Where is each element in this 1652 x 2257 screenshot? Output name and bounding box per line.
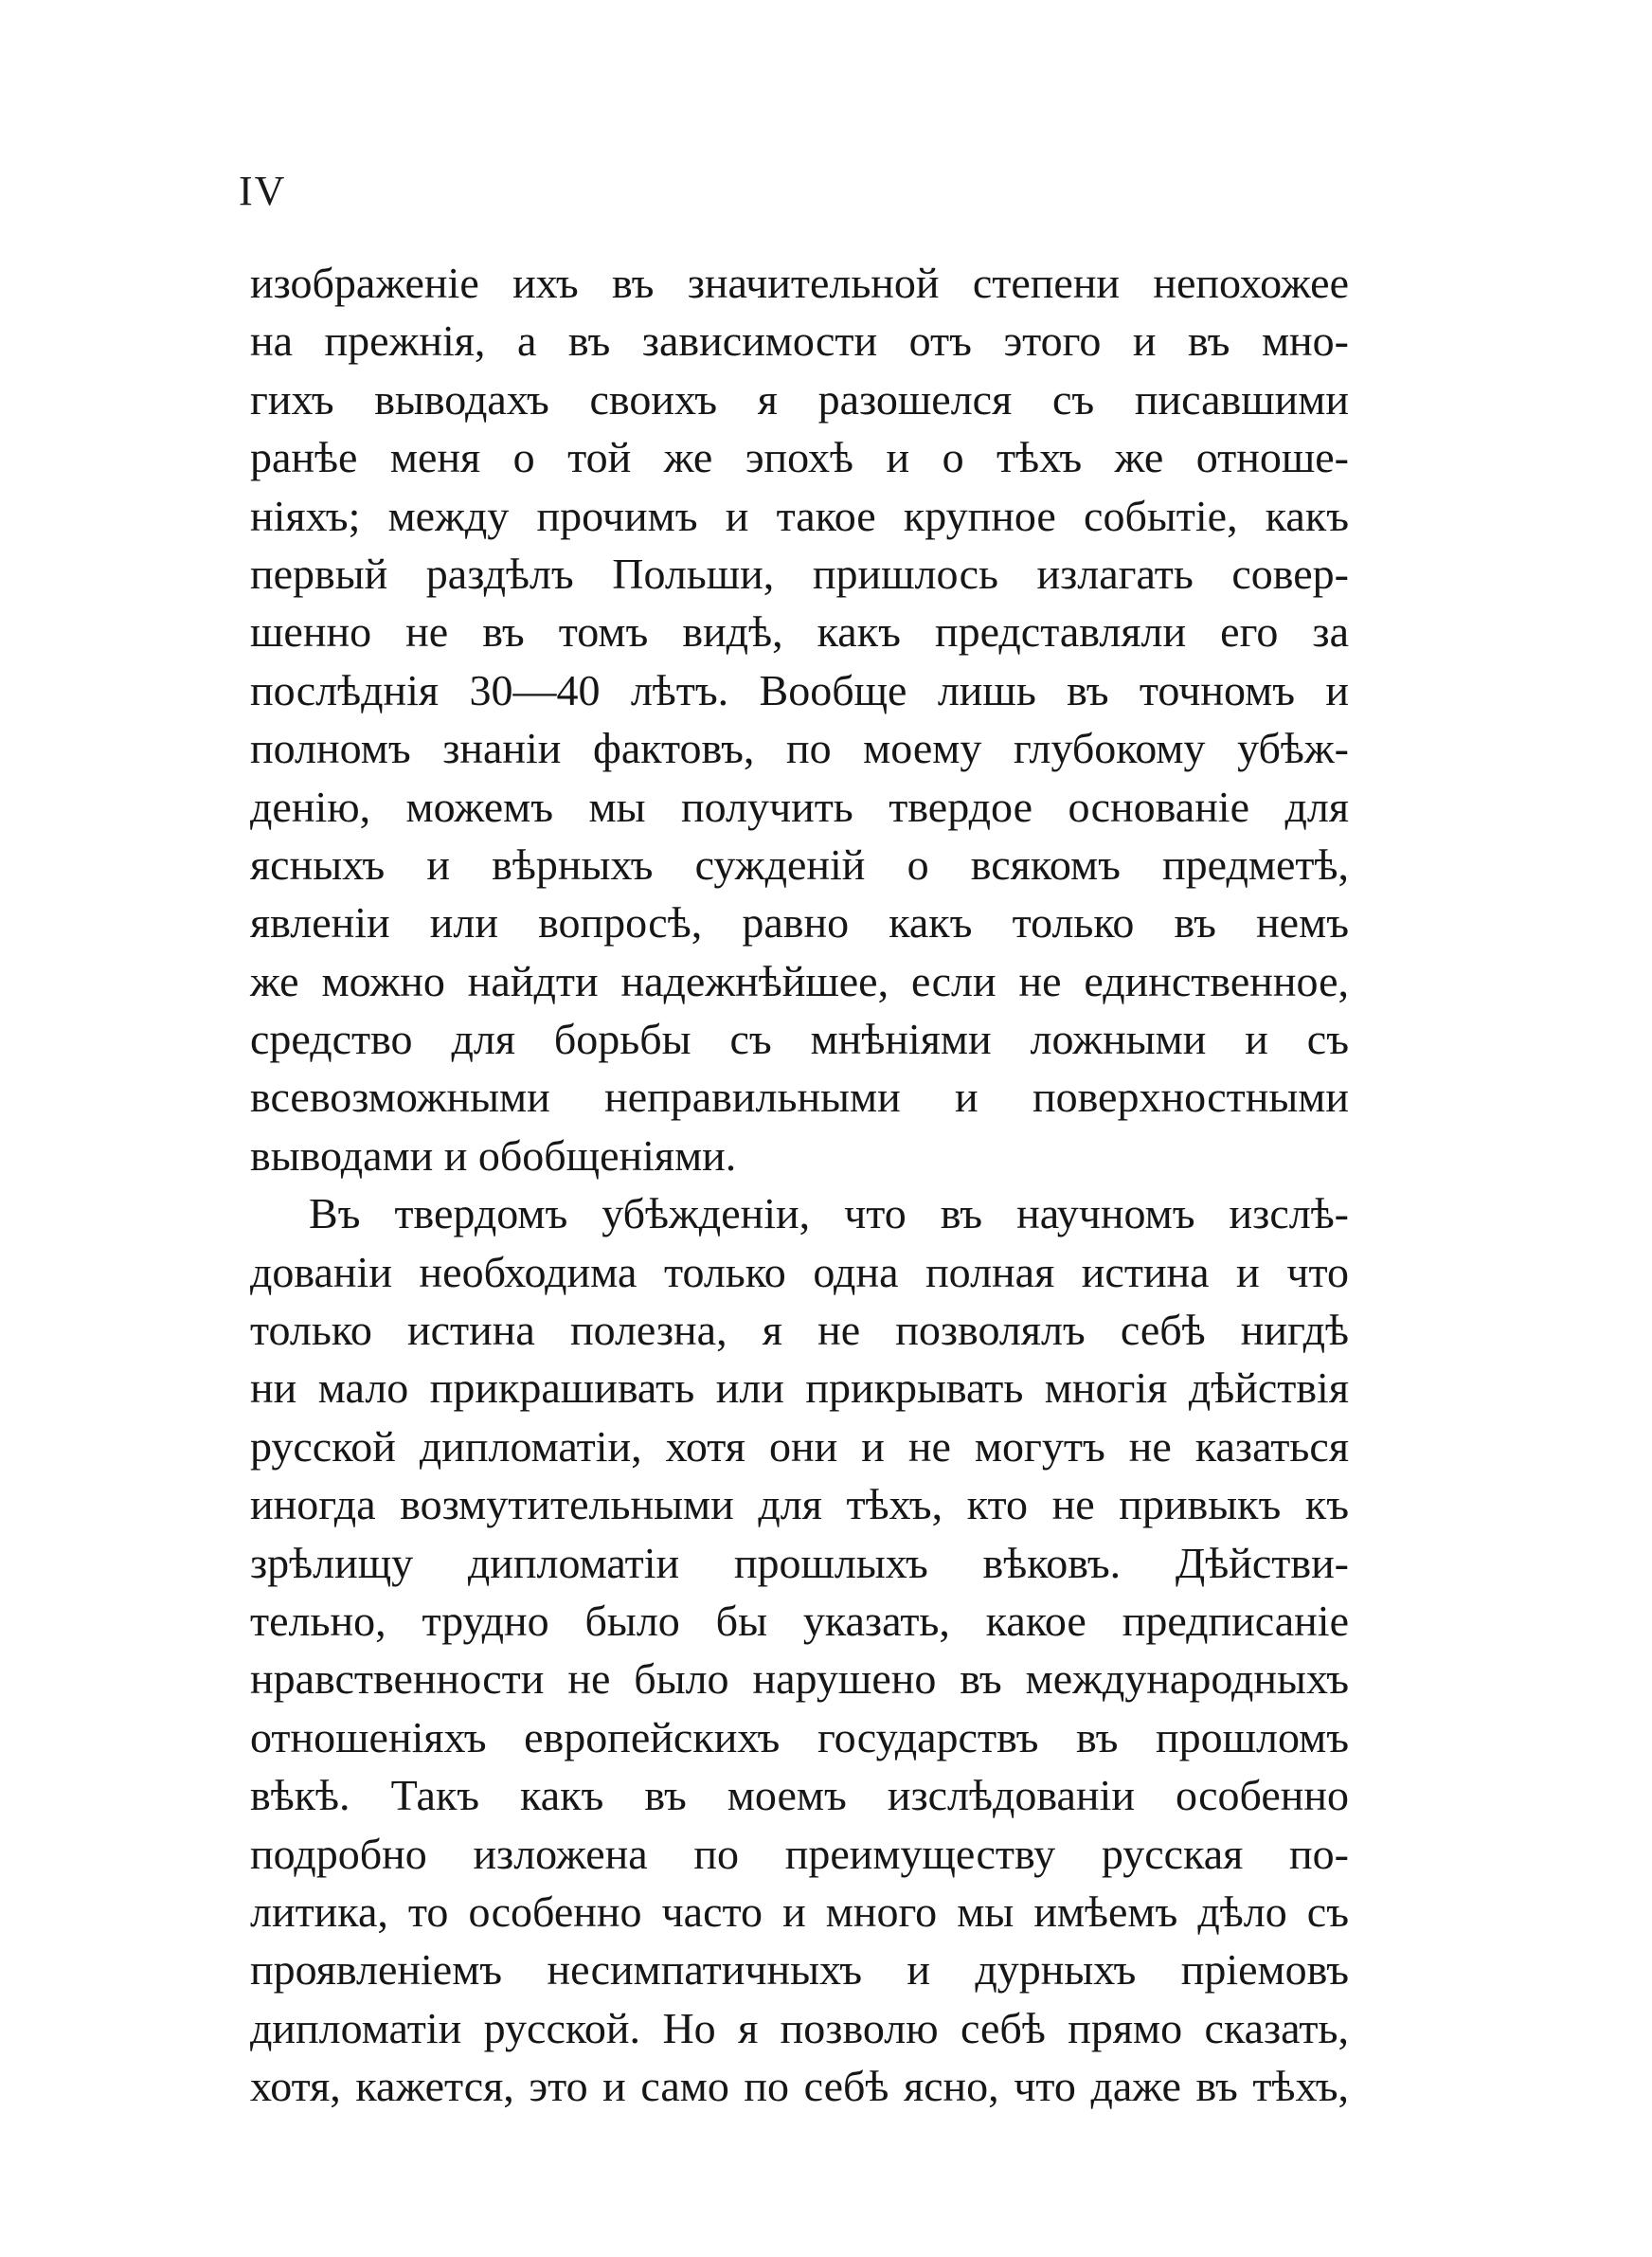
text-line: дипломатiи русской. Но я позволю себѣ прямо сказать,	[250, 2003, 1349, 2052]
text-line: на прежнiя, а въ зависимости отъ этого и въ мно-	[250, 316, 1349, 366]
text-line: вѣкѣ. Такъ какъ въ моемъ изслѣдованiи особенно	[250, 1771, 1349, 1820]
text-line: гихъ выводахъ своихъ я разошелся съ писавшими	[250, 374, 1349, 424]
text-line: ранѣе меня о той же эпохѣ и о тѣхъ же отноше-	[250, 433, 1349, 482]
text-line: дованiи необходима только одна полная истина и что	[250, 1247, 1349, 1296]
page-body-text	[250, 254, 1349, 2116]
text-line: русской дипломатiи, хотя они и не могутъ не казаться	[250, 1421, 1349, 1471]
text-line: изображенiе ихъ въ значительной степени непохожее	[250, 259, 1349, 307]
text-line: средство для борьбы съ мнѣнiями ложными и съ	[250, 1015, 1349, 1064]
text-line: проявленiемъ несимпатичныхъ и дурныхъ прiемовъ	[250, 1945, 1349, 1995]
text-line: первый раздѣлъ Польши, пришлось излагать совер-	[250, 549, 1349, 598]
text-line: тельно, трудно было бы указать, какое предписанiе	[250, 1596, 1349, 1645]
text-line: подробно изложена по преимуществу русская по-	[250, 1829, 1349, 1878]
text-line: явленiи или вопросѣ, равно какъ только въ немъ	[250, 898, 1349, 948]
text-line: хотя, кажется, это и само по себѣ ясно, что даже въ тѣхъ,	[250, 2062, 1349, 2111]
text-line: всевозможными неправильными и поверхностными	[250, 1073, 1349, 1122]
text-line: послѣднiя 30—40 лѣтъ. Вообще лишь въ точномъ и	[250, 665, 1349, 714]
text-line: полномъ знанiи фактовъ, по моему глубокому убѣж-	[250, 724, 1349, 773]
text-line: нiяхъ; между прочимъ и такое крупное событiе, какъ	[250, 491, 1349, 540]
page-number: IV	[239, 168, 287, 214]
text-line: денiю, можемъ мы получить твердое основанiе для	[250, 782, 1349, 831]
text-line: литика, то особенно часто и много мы имѣемъ дѣло съ	[250, 1887, 1349, 1936]
text-line: шенно не въ томъ видѣ, какъ представляли его за	[250, 607, 1349, 657]
text-line: только истина полезна, я не позволялъ себѣ нигдѣ	[250, 1306, 1349, 1355]
text-line: Въ твердомъ убѣжденiи, что въ научномъ изслѣ-	[309, 1189, 1349, 1238]
text-line: ни мало прикрашивать или прикрывать многiя дѣйствiя	[250, 1363, 1349, 1413]
paragraph-2	[250, 1184, 1349, 2115]
text-line: же можно найдти надежнѣйшее, если не единственное,	[250, 956, 1349, 1005]
text-line: выводами и обобщенiями.	[250, 1130, 737, 1180]
text-line: отношенiяхъ европейскихъ государствъ въ прошломъ	[250, 1712, 1349, 1761]
text-line: зрѣлищу дипломатiи прошлыхъ вѣковъ. Дѣйстви-	[250, 1538, 1349, 1587]
text-line: нравственности не было нарушено въ международныхъ	[250, 1654, 1349, 1704]
paragraph-1	[250, 254, 1349, 1184]
text-line: иногда возмутительными для тѣхъ, кто не привыкъ къ	[250, 1480, 1349, 1529]
text-line: ясныхъ и вѣрныхъ сужденiй о всякомъ предметѣ,	[250, 840, 1349, 889]
